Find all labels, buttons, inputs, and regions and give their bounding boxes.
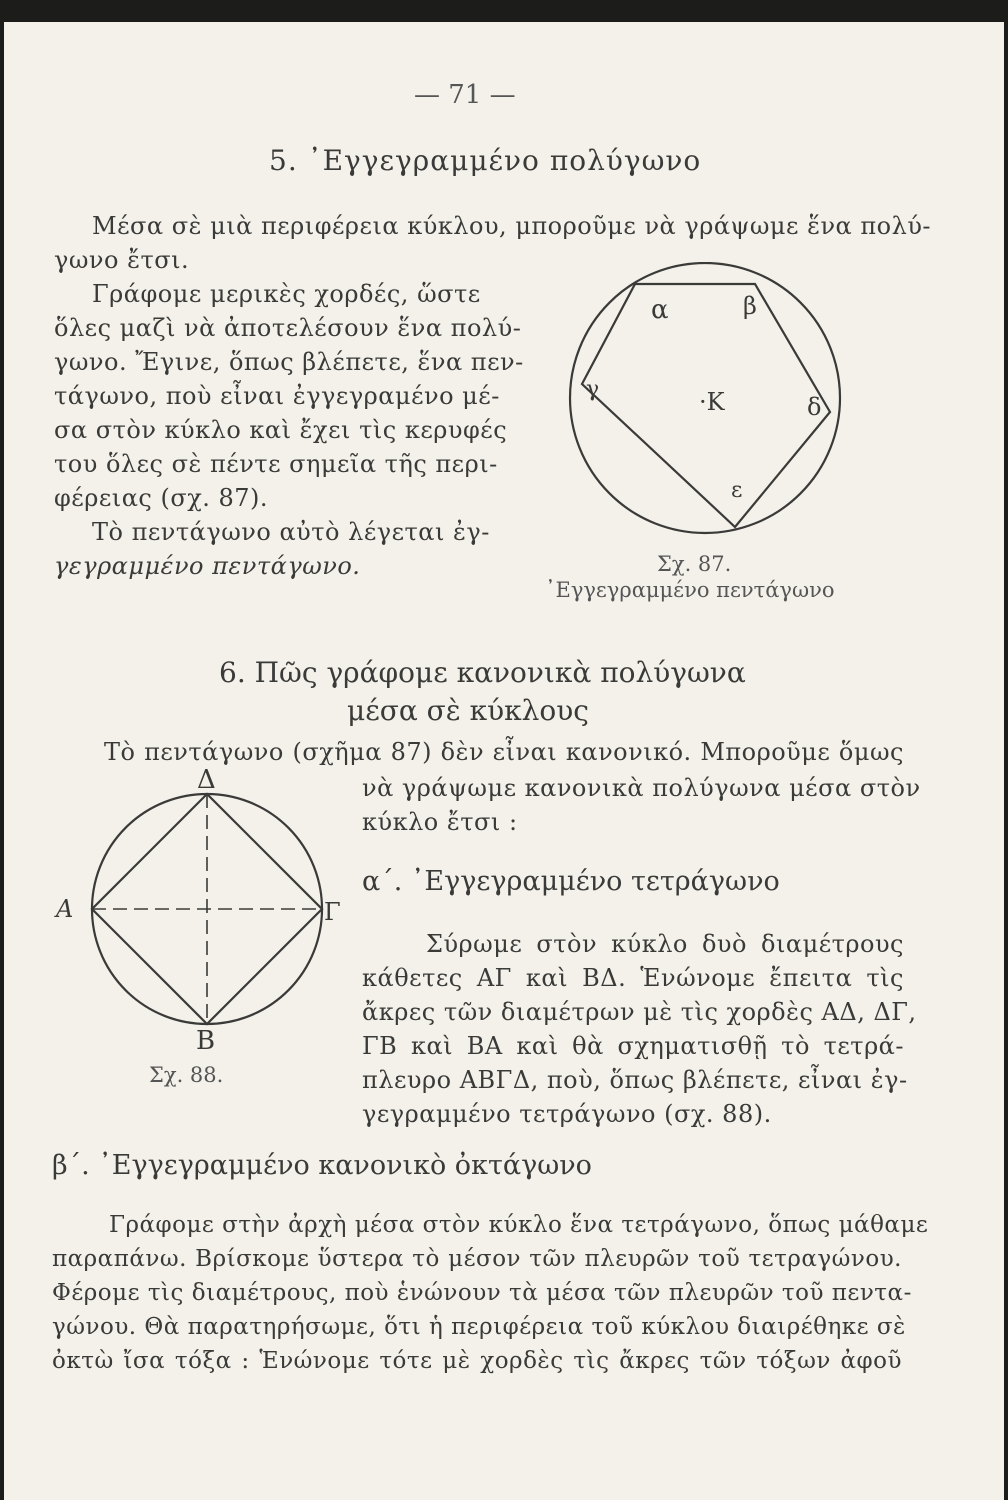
subsection-a-line-3: ἄκρες τῶν διαμέτρων μὲ τὶς χορδὲς ΑΔ, ΔΓ, bbox=[362, 998, 917, 1026]
subsection-a-line-1: Σύρωμε στὸν κύκλο δυὸ διαμέτρους bbox=[426, 930, 904, 958]
section-5-para-line-7: φέρειας (σχ. 87). bbox=[54, 484, 269, 512]
figure-87-caption-title: ᾿Εγγεγραμμένο πεντάγωνο bbox=[545, 578, 835, 602]
figure-87-pentagon bbox=[559, 262, 859, 547]
subsection-a-line-6: γεγραμμένο τετράγωνο (σχ. 88). bbox=[362, 1100, 772, 1128]
subsection-b-line-2: παραπάνω. Βρίσκομε ὕστερα τὸ μέσον τῶν πλευρῶν τοῦ τετραγώνου. bbox=[52, 1246, 902, 1272]
section-6-intro-line-3: κύκλο ἔτσι : bbox=[362, 808, 518, 836]
subsection-b-heading: β΄. ᾿Εγγεγραμμένο κανονικὸ ὀκτάγωνο bbox=[52, 1150, 592, 1181]
figure-88-square bbox=[54, 760, 354, 1050]
subsection-b-line-4: γώνου. Θὰ παρατηρήσωμε, ὅτι ἡ περιφέρεια τοῦ κύκλου διαιρέθηκε σὲ bbox=[52, 1314, 906, 1340]
subsection-a-heading: α΄. ᾿Εγγεγραμμένο τετράγωνο bbox=[362, 866, 780, 897]
section-5-para-line-3: γωνο. Ἔγινε, ὅπως βλέπετε, ἕνα πεν- bbox=[54, 348, 524, 376]
figure-87-label-a: α bbox=[651, 295, 669, 325]
figure-88-caption: Σχ. 88. bbox=[149, 1063, 224, 1087]
figure-87-label-d: δ bbox=[807, 393, 822, 421]
figure-88-label-top: Δ bbox=[197, 765, 216, 795]
section-5-para-line-2: ὅλες μαζὶ νὰ ἀποτελέσουν ἕνα πολύ- bbox=[54, 314, 522, 342]
section-6-intro-line-1: Τὸ πεντάγωνο (σχῆμα 87) δὲν εἶναι κανονικό. Μποροῦμε ὅμως bbox=[104, 738, 904, 766]
subsection-a-line-5: πλευρο ΑΒΓΔ, ποὺ, ὅπως βλέπετε, εἶναι ἐγ- bbox=[362, 1066, 908, 1094]
book-page bbox=[4, 22, 1004, 1500]
figure-87-label-e: ε bbox=[731, 478, 743, 503]
figure-87-center-label: ·Κ bbox=[699, 388, 725, 416]
section-6-intro-line-2: νὰ γράψωμε κανονικὰ πολύγωνα μέσα στὸν bbox=[362, 774, 921, 802]
section-5-line-2: γωνο ἔτσι. bbox=[54, 246, 190, 274]
section-5-para2-line-2: γεγραμμένο πεντάγωνο. bbox=[54, 552, 361, 580]
subsection-b-line-5: ὀκτὼ ἴσα τόξα : Ἑνώνομε τότε μὲ χορδὲς τὶς ἄκρες τῶν τόξων ἀφοῦ bbox=[52, 1348, 902, 1374]
subsection-a-line-4: ΓΒ καὶ ΒΑ καὶ θὰ σχηματισθῇ τὸ τετρά- bbox=[362, 1032, 904, 1060]
figure-88-label-right: Γ bbox=[324, 898, 341, 926]
section-6-heading-line-1: 6. Πῶς γράφομε κανονικὰ πολύγωνα bbox=[219, 656, 746, 689]
section-5-para2-line-1: Τὸ πεντάγωνο αὐτὸ λέγεται ἐγ- bbox=[92, 518, 490, 546]
figure-87-label-b: β bbox=[743, 292, 757, 320]
figure-87-label-g: γ bbox=[586, 377, 600, 402]
page-number: — 71 — bbox=[414, 80, 516, 110]
subsection-b-line-3: Φέρομε τὶς διαμέτρους, ποὺ ἑνώνουν τὰ μέσα τῶν πλευρῶν τοῦ πεντα- bbox=[52, 1280, 912, 1306]
section-5-line-1: Μέσα σὲ μιὰ περιφέρεια κύκλου, μποροῦμε νὰ γράψωμε ἕνα πολύ- bbox=[92, 212, 932, 240]
subsection-b-line-1: Γράφομε στὴν ἀρχὴ μέσα στὸν κύκλο ἕνα τετράγωνο, ὅπως μάθαμε bbox=[109, 1212, 929, 1238]
subsection-a-line-2: κάθετες ΑΓ καὶ ΒΔ. Ἑνώνομε ἔπειτα τὶς bbox=[362, 964, 904, 992]
figure-87-caption: Σχ. 87. bbox=[657, 552, 732, 576]
section-5-para-line-1: Γράφομε μερικὲς χορδές, ὥστε bbox=[92, 280, 481, 308]
section-5-para-line-6: του ὅλες σὲ πέντε σημεῖα τῆς περι- bbox=[54, 450, 498, 478]
section-5-para-line-5: σα στὸν κύκλο καὶ ἔχει τὶς κερυφές bbox=[54, 416, 508, 444]
figure-88-label-left: Α bbox=[56, 895, 74, 923]
figure-88-label-bottom: Β bbox=[196, 1026, 216, 1050]
section-5-para-line-4: τάγωνο, ποὺ εἶναι ἐγγεγραμένο μέ- bbox=[54, 382, 500, 410]
section-5-heading: 5. ᾿Εγγεγραμμένο πολύγωνο bbox=[269, 144, 702, 177]
section-6-heading-line-2: μέσα σὲ κύκλους bbox=[347, 694, 589, 727]
